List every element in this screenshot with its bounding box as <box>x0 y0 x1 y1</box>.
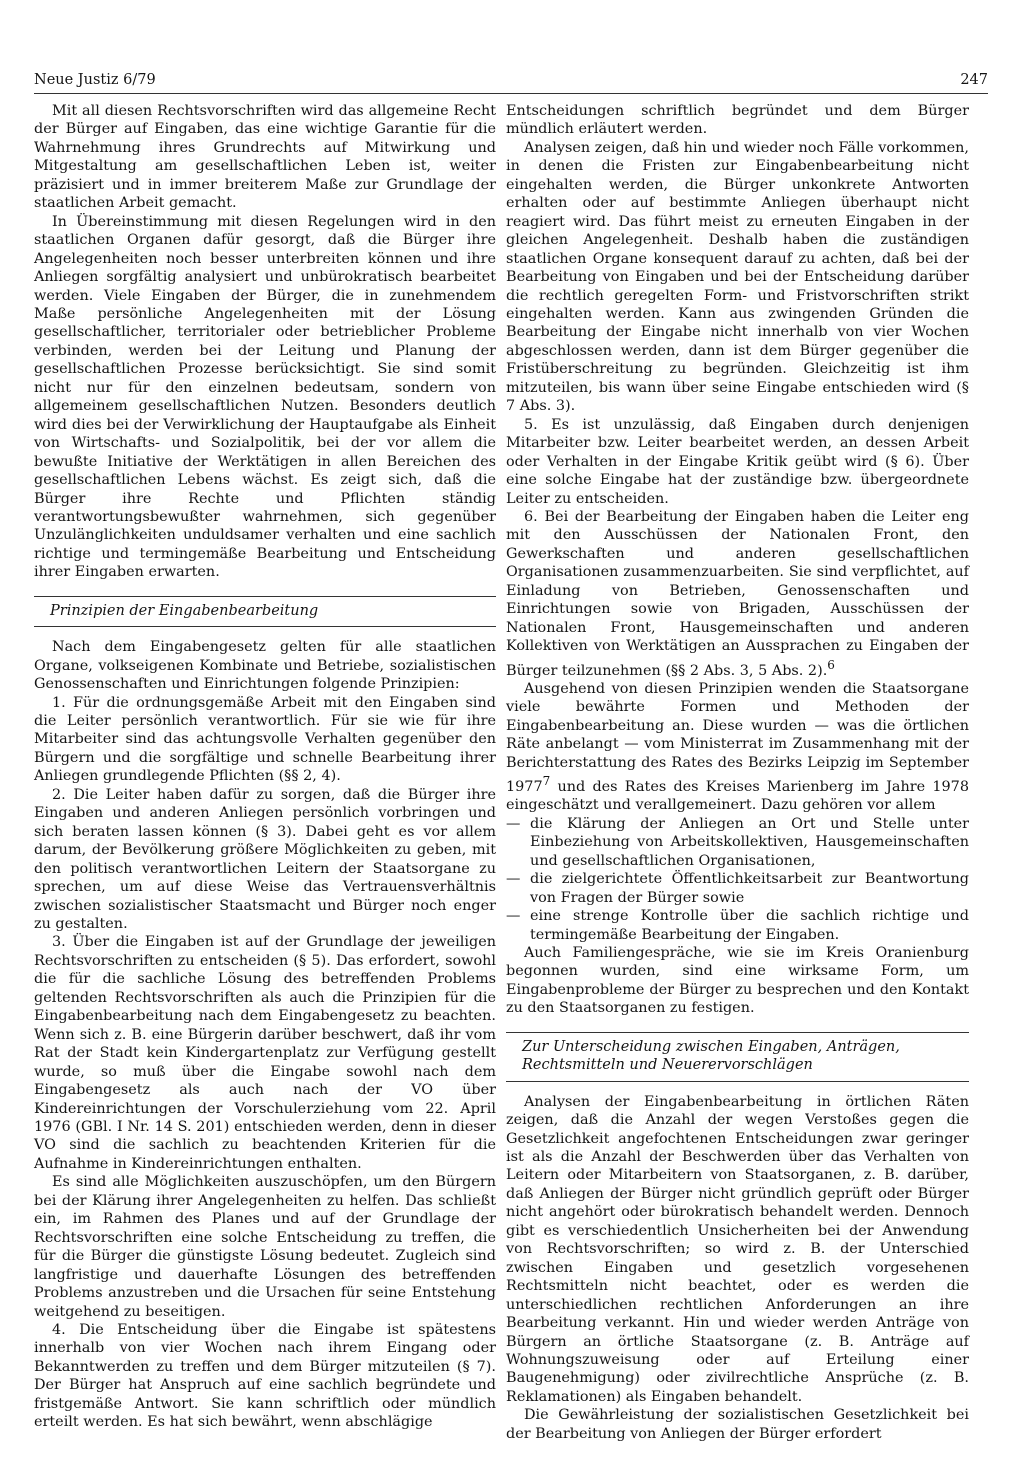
paragraph: In Übereinstimmung mit diesen Regelungen wird in den staatlichen Organen dafür gesorgt, daß die Bürger ihre Angelegenheiten noch besser unterbreiten können und ihre Anliegen sorgfältig analysiert und unbürokratisch bearbeitet werden. Viele Eingaben der Bürger, die in zunehmendem Maße persönliche Angelegenheiten mit der Lösung gesellschaftlicher, territorialer oder betrieblicher Probleme verbinden, werden bei der Leitung und Planung der gesellschaftlichen Prozesse berücksichtigt. Sie sind somit nicht nur für den einzelnen bedeutsam, sondern von allgemeinem gesellschaftlichen Nutzen. Besonders deutlich wird dies bei der Verwirklichung der Hauptaufgabe als Einheit von Wirtschafts- und Sozialpolitik, bei der vor allem die bewußte Initiative der Werktätigen in allen Bereichen des gesellschaftlichen Lebens wächst. Es zeigt sich, daß die Bürger ihre Rechte und Pflichten ständig verantwortungsbewußter wahrnehmen, sich gegenüber Unzulänglichkeiten unduldsamer verhalten und eine sachlich richtige und termingemäße Bearbeitung und Entscheidung ihrer Eingaben erwarten. <box>34 213 496 581</box>
section-rule <box>34 596 496 597</box>
section-heading-line: Zur Unterscheidung zwischen Eingaben, Anträgen, <box>522 1038 900 1055</box>
paragraph: 5. Es ist unzulässig, daß Eingaben durch denjenigen Mitarbeiter bzw. Leiter bearbeitet werden, an dessen Arbeit oder Verhalten in der Eingabe Kritik geübt wird (§ 6). Über eine solche Eingabe hat der zuständige bzw. übergeordnete Leiter zu entscheiden. <box>506 416 969 507</box>
paragraph: Die Gewährleistung der sozialistischen Gesetzlichkeit bei der Bearbeitung von Anliegen der Bürger erfordert <box>506 1407 969 1442</box>
paragraph: Analysen zeigen, daß hin und wieder noch Fälle vorkommen, in denen die Fristen zur Eingabenbearbeitung nicht eingehalten werden, die Bürger unkonkrete Antworten erhalten oder auf bestimmte Anliegen überhaupt nicht reagiert wird. Das führt meist zu erneuten Eingaben in der gleichen Angelegenheit. Deshalb haben die zuständigen staatlichen Organe konsequent darauf zu achten, daß bei der Bearbeitung von Eingaben und bei der Entscheidung darüber die rechtlich geregelten Form- und Fristvorschriften strikt eingehalten werden. Kann aus zwingenden Gründen die Bearbeitung der Eingabe nicht innerhalb von vier Wochen abgeschlossen werden, dann ist dem Bürger gegenüber die Fristüberschreitung zu begründen. Gleichzeitig ist ihm mitzuteilen, bis wann über seine Eingabe entschieden wird (§ 7 Abs. 3). <box>506 139 969 415</box>
page-header <box>34 72 988 94</box>
paragraph: 1. Für die ordnungsgemäße Arbeit mit den Eingaben sind die Leiter persönlich verantwortlich. Für sie wie für ihre Mitarbeiter sind das achtungsvolle Verhalten gegenüber den Bürgern und die sorgfältige und schnelle Bearbeitung ihrer Anliegen grundlegende Pflichten (§§ 2, 4). <box>34 694 496 785</box>
list-item <box>506 870 969 907</box>
footnote-ref: 6 <box>827 657 835 672</box>
list-item-text: die Klärung der Anliegen an Ort und Stelle unter Einbeziehung von Arbeitskollektiven, Hausgemeinschaften und gesellschaftlichen Organisationen, <box>530 815 969 869</box>
list-item-text: die zielgerichtete Öffentlichkeitsarbeit zur Beantwortung von Fragen der Bürger sowie <box>530 871 969 906</box>
section-rule <box>506 1032 969 1033</box>
paragraph: 3. Über die Eingaben ist auf der Grundlage der jeweiligen Rechtsvorschriften zu entscheiden (§ 5). Das erfordert, sowohl die für die sachliche Lösung des betreffenden Problems geltenden Rechtsvorschriften als auch die Prinzipien für die Eingabenbearbeitung nach dem Eingabengesetz zu beachten. Wenn sich z. B. eine Bürgerin darüber beschwert, daß ihr vom Rat der Stadt kein Kindergartenplatz zur Verfügung gestellt wurde, so muß über die Eingabe sowohl nach dem Eingabengesetz als auch nach der VO über Kindereinrichtungen der Vorschulerziehung vom 22. April 1976 (GBl. I Nr. 14 S. 201) entschieden werden, denn in dieser VO sind die sachlich zu beachtenden Kriterien für die Aufnahme in Kindereinrichtungen enthalten. <box>34 934 496 1172</box>
page-number: 247 <box>960 72 988 88</box>
list-item <box>506 815 969 870</box>
paragraph: Nach dem Eingabengesetz gelten für alle staatlichen Organe, volkseigenen Kombinate und Betriebe, sozialistischen Genossenschaften und Einrichtungen folgende Prinzipien: <box>34 639 496 693</box>
section-heading-line: Rechtsmitteln und Neuerervorschlägen <box>522 1057 813 1074</box>
journal-title: Neue Justiz 6/79 <box>34 72 156 88</box>
paragraph: Entscheidungen schriftlich begründet und dem Bürger mündlich erläutert werden. <box>506 103 969 138</box>
section-rule <box>34 626 496 627</box>
section-heading: Prinzipien der Eingabenbearbeitung <box>50 602 319 619</box>
paragraph: Es sind alle Möglichkeiten auszuschöpfen, um den Bürgern bei der Klärung ihrer Angelegenheiten zu helfen. Das schließt ein, im Rahmen des Planes und auf der Grundlage der Rechtsvorschriften eine solche Entscheidung zu treffen, die für die Bürger die günstigste Lösung bedeutet. Zugleich sind langfristige und dauerhafte Lösungen des betreffenden Problems anzustreben und die Ursachen für seine Entstehung weitgehend zu beseitigen. <box>34 1174 496 1320</box>
paragraph-text: 6. Bei der Bearbeitung der Eingaben haben die Leiter eng mit den Ausschüssen der Nationalen Front, den Gewerkschaften und anderen gesellschaftlichen Organisationen zusammenzuarbeiten. Sie sind verpflichtet, auf Einladung von Betrieben, Genossenschaften und Einrichtungen sowie von Brigaden, Ausschüssen der Nationalen Front, Hausgemeinschaften und anderen Kollektiven von Werktätigen an Aussprachen zu Eingaben der Bürger teilzunehmen (§§ 2 Abs. 3, 5 Abs. 2). <box>506 508 969 679</box>
paragraph <box>506 680 969 815</box>
paragraph: 2. Die Leiter haben dafür zu sorgen, daß die Bürger ihre Eingaben und anderen Anliegen persönlich vorbringen und sich beraten lassen können (§ 3). Dabei geht es vor allem darum, der Bevölkerung größere Möglichkeiten zu geben, mit den politisch verantwortlichen Leitern der Staatsorgane zu sprechen, um auf diese Weise das Vertrauensverhältnis zwischen sozialistischer Staatsmacht und Bürger noch enger zu gestalten. <box>34 786 496 932</box>
paragraph: Mit all diesen Rechtsvorschriften wird das allgemeine Recht der Bürger auf Eingaben, das eine wichtige Garantie für die Wahrnehmung ihres Grundrechts auf Mitwirkung und Mitgestaltung am gesellschaftlichen Leben ist, weiter präzisiert und in immer breiterem Maße zur Grundlage der staatlichen Arbeit gemacht. <box>34 103 496 212</box>
dash-marker: — <box>506 908 521 925</box>
left-column <box>34 102 496 1432</box>
paragraph: 4. Die Entscheidung über die Eingabe ist spätestens innerhalb von vier Wochen nach ihrem Eingang oder Bekanntwerden zu treffen und dem Bürger mitzuteilen (§ 7). Der Bürger hat Anspruch auf eine sachlich begründete und fristgemäße Antwort. Sie kann schriftlich oder mündlich erteilt werden. Es hat sich bewährt, wenn abschlägige <box>34 1321 496 1431</box>
paragraph: Auch Familiengespräche, wie sie im Kreis Oranienburg begonnen wurden, sind eine wirksame Form, um Eingabenprobleme der Bürger zu besprechen und den Kontakt zu den Staatsorganen zu festigen. <box>506 944 969 1017</box>
right-column <box>506 102 969 1443</box>
paragraph-text: Ausgehend von diesen Prinzipien wenden die Staatsorgane viele bewährte Formen und Methoden der Eingabenbearbeitung an. Diese wurden — was die örtlichen Räte anbelangt — vom Ministerrat im Zusammenhang mit der Berichterstattung des Rates des Bezirks Leipzig im September 1977 <box>506 680 969 795</box>
dash-marker: — <box>506 871 521 888</box>
dash-marker: — <box>506 815 521 832</box>
footnote-ref: 7 <box>542 774 551 789</box>
paragraph-text: und des Rates des Kreises Marienberg im Jahre 1978 eingeschätzt und verallgemeinert. Dazu gehören vor allem <box>506 778 969 814</box>
section-heading <box>506 1038 969 1075</box>
list-item <box>506 907 969 944</box>
header-rule <box>34 93 988 94</box>
list-item-text: eine strenge Kontrolle über die sachlich richtige und termingemäße Bearbeitung der Eingaben. <box>530 908 969 943</box>
paragraph <box>506 508 969 680</box>
section-rule <box>506 1081 969 1082</box>
paragraph: Analysen der Eingabenbearbeitung in örtlichen Räten zeigen, daß die Anzahl der wegen Verstoßes gegen die Gesetzlichkeit angefochtenen Entscheidungen zwar geringer ist als die Anzahl der Beschwerden über das Verhalten von Leitern oder Mitarbeitern von Staatsorganen, z. B. darüber, daß Anliegen der Bürger nicht gründlich geprüft oder Bürger nicht angehört oder bürokratisch behandelt werden. Dennoch gibt es verschiedentlich Unsicherheiten bei der Anwendung von Rechtsvorschriften; so wird z. B. der Unterschied zwischen Eingaben und gesetzlich vorgesehenen Rechtsmitteln nicht beachtet, oder es werden die unterschiedlichen rechtlichen Anforderungen an ihre Bearbeitung verkannt. Hin und wieder werden Anträge von Bürgern an örtliche Staatsorgane (z. B. Anträge auf Wohnungszuweisung oder auf Erteilung einer Baugenehmigung) oder zivilrechtliche Ansprüche (z. B. Reklamationen) als Eingaben behandelt. <box>506 1093 969 1405</box>
